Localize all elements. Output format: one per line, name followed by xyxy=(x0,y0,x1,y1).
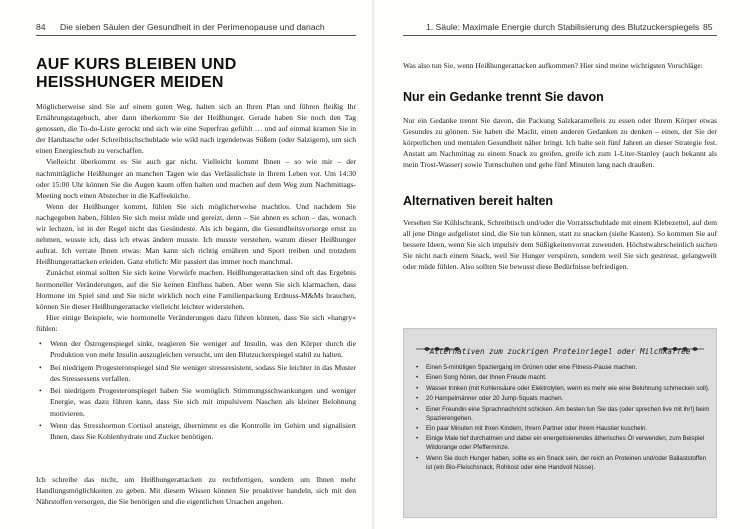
list-item: • Bei niedrigem Progesteronspiegel haben Sie womöglich Stimmungsschwankungen und weniger Energie, was dazu führen kann, dass Sie sich mit impulsivem Naschen als kleiner Belohnung motivieren. xyxy=(39,386,356,418)
list-item: • Bei niedrigem Progesteronspiegel sind Sie weniger stressresistent, sodass Sie leichter in das Muster des Stressessens verfallen. xyxy=(39,362,356,383)
paragraph: Hier einige Beispiele, wie hormonelle Veränderungen dazu führen können, dass Sie sich »hangry« fühlen: xyxy=(36,312,356,333)
list-item: • Einige Male tief durchatmen und dabei ein energetisierendes ätherisches Öl verwenden, zum Beispiel Wildorange oder Pfefferminze. xyxy=(416,435,705,452)
right-intro xyxy=(403,60,717,71)
chapter-heading: AUF KURS BLEIBEN UND HEISSHUNGER MEIDEN xyxy=(36,56,237,91)
bullet-icon: • xyxy=(39,362,42,372)
bullet-icon: • xyxy=(39,339,42,348)
paragraph: Wenn der Heißhunger kommt, fühlen Sie sich möglicherweise machtlos. Und nachdem Sie nachgegeben haben, fühlen Sie sich meist müde und gereizt, denn – Sie ahnen es schon – das, wonach wir lechzen, ist in der Regel nicht das Gesündeste. Als ich begann, die Gesundheitsvorsorge ernst zu nehmen, wusste ich, dass ich etwas ändern musste. Ich musste verstehen, warum dieser Heißhunger auftrat. Ich verrate Ihnen etwas: Man kann sich richtig ernähren und Sport treiben und trotzdem Heißhungerattacken erleiden. Ganz ehrlich: Mir passiert das immer noch manchmal. xyxy=(36,201,356,267)
alternatives-box xyxy=(403,328,717,518)
paragraph: Ich schreibe das nicht, um Heißhungerattacken zu rechtfertigen, sondern um Ihnen mehr Handlungsmöglichkeiten zu geben. Mit diesem Wissen können Sie proaktiver handeln, sich mit den Nährstoffen versorgen, die Sie benötigen und die eigentlichen Ursachen angehen. xyxy=(36,475,356,507)
list-item: • Wenn Sie doch Hunger haben, sollte es ein Snack sein, der reich an Proteinen und/oder Ballaststoffen ist (ein Bio-Fleischsnack, Rohkost oder eine Handvoll Nüsse). xyxy=(416,454,707,471)
bullet-icon: • xyxy=(416,454,419,462)
paragraph: Möglicherweise sind Sie auf einem guten Weg, halten sich an Ihren Plan und führen fleißig Ihr Ernährungstagebuch, aber dann überkommt Sie der Heißhunger. Gerade haben Sie noch den Tag genossen, die To-do-Liste gerockt und sich wie eine Superfrau gefühlt … und auf einmal kramen Sie in der Handtasche oder Schreibtischschublade wie wild nach irgendetwas Süßem (oder Salzigem), um sich einen Energieschub zu verschaffen. xyxy=(36,102,356,156)
running-head-rule-left xyxy=(36,35,356,36)
left-body xyxy=(36,101,356,334)
list-item: • 20 Hampelmänner oder 20 Jump-Squats machen. xyxy=(416,395,564,403)
paragraph: Zunächst einmal sollten Sie sich keine Vorwürfe machen. Heißhungerattacken sind oft das Ergebnis hormoneller Veränderungen, auf die Sie keinen Einfluss haben. Aber wenn Sie sich klarmachen, dass Hormone im Spiel sind und Sie nicht wirklich noch eine Familienpackung Erdnuss-M&Ms brauchen, können Sie dieser Heißhungerattacke vielleicht leichter widerstehen. xyxy=(36,268,356,311)
paragraph: Vielleicht überkommt es Sie auch gar nicht. Vielleicht kommt Ihnen – so wie mir – der nachmittägliche Heißhunger an manchen Tagen wie das Verlässlichste in Ihrem Leben vor. Um 14:30 oder 15:00 Uhr können Sie die Augen kaum offen halten und machen auf dem Weg zum Nachmittags-Meeting noch einen Abstecher in die Kaffeeküche. xyxy=(36,157,356,200)
bullet-icon: • xyxy=(416,374,419,382)
running-head-right: 1. Säule: Maximale Energie durch Stabilisierung des Blutzuckerspiegels xyxy=(426,22,700,32)
bullet-icon: • xyxy=(39,386,42,396)
page-number-left: 84 xyxy=(36,22,46,32)
list-item: • Einen 5-minütigen Spaziergang im Grünen oder eine Fitness-Pause machen. xyxy=(416,364,638,371)
section-heading: Nur ein Gedanke trennt Sie davon xyxy=(403,90,604,104)
section-text: Versehen Sie Kühlschrank, Schreibtisch und/oder die Vorratsschublade mit einem Klebezettel, auf dem all jene Dinge aufgelistet sind, die Sie tun können, statt zu snacken (siehe Kasten). So kommen Sie auf bessere Ideen, wenn Sie sich impulsiv dem Süßigkeitenvorrat zuwenden. Höchstwahrscheinlich suchen Sie nicht nach einem Snack, weil Sie Hunger verspüren, sondern weil Sie sich gestresst, gelangweilt oder müde fühlen. Also sollten Sie bewusst diese Bedürfnisse befriedigen. xyxy=(403,218,717,272)
running-head-left: Die sieben Säulen der Gesundheit in der Perimenopause und danach xyxy=(60,22,325,32)
bullet-icon: • xyxy=(416,405,419,413)
section-heading: Alternativen bereit halten xyxy=(403,194,554,208)
running-head-rule-right xyxy=(403,35,717,36)
paragraph: Was also tun Sie, wenn Heißhungerattacken aufkommen? Hier sind meine wichtigsten Vorschläge: xyxy=(403,61,703,70)
left-closing xyxy=(36,474,356,507)
bullet-icon: • xyxy=(416,424,419,432)
section-text: Nur ein Gedanke trennt Sie davon, die Packung Salzkaramelleis zu essen oder Ihrem Körper etwas Gesundes zu gönnen. Sie haben die Macht, einen anderen Gedanken zu denken – einen, der Sie der körperlichen und mentalen Gesundheit näher bringt. Ich halte seit fünf Jahren an dieser Strategie fest. Anstatt am Nachmittag zu einem Snack zu greifen, greife ich zum 1-Liter-Stanley (auch bekannt als mein Trost-Wasser) sowie Turnschuhen und gehe fünf Minuten lang nach draußen. xyxy=(403,116,717,170)
list-item: • Wasser trinken (mit Kohlensäure oder Elektrolyten, wenn es mehr wie eine Belohnung schmecken soll). xyxy=(416,384,710,392)
list-item: • Einer Freundin eine Sprachnachricht schicken. Am besten tun Sie das (oder sprechen live mit ihr!) beim Spazierengehen. xyxy=(416,405,710,422)
list-item: • Ein paar Minuten mit Ihren Kindern, Ihrem Partner oder Ihrem Haustier kuscheln. xyxy=(416,424,648,432)
list-item: • Wenn der Östrogenspiegel sinkt, reagieren Sie weniger auf Insulin, was den Körper durch die Produktion von mehr Insulin auszugleichen versucht, um den Blutzuckerspiegel stabil zu halten. xyxy=(39,339,356,360)
bullet-icon: • xyxy=(416,364,419,371)
bullet-icon: • xyxy=(416,384,419,392)
box-title: Alternativen zum zuckrigen Proteinriegel oder Milchkaffee xyxy=(429,347,691,356)
list-item: • Einen Song hören, der Ihnen Freude macht. xyxy=(416,374,547,382)
bullet-icon: • xyxy=(416,395,419,403)
bullet-icon: • xyxy=(39,421,42,431)
list-item: • Wenn das Stresshormon Cortisol ansteigt, übernimmt es die Kontrolle im Gehirn und signalisiert Ihnen, dass Sie Kohlenhydrate und Zucker benötigen. xyxy=(39,421,356,442)
page-number-right: 85 xyxy=(703,22,713,32)
alternatives-list xyxy=(416,364,712,474)
hormone-bullet-list xyxy=(36,338,356,444)
bullet-icon: • xyxy=(416,435,419,443)
